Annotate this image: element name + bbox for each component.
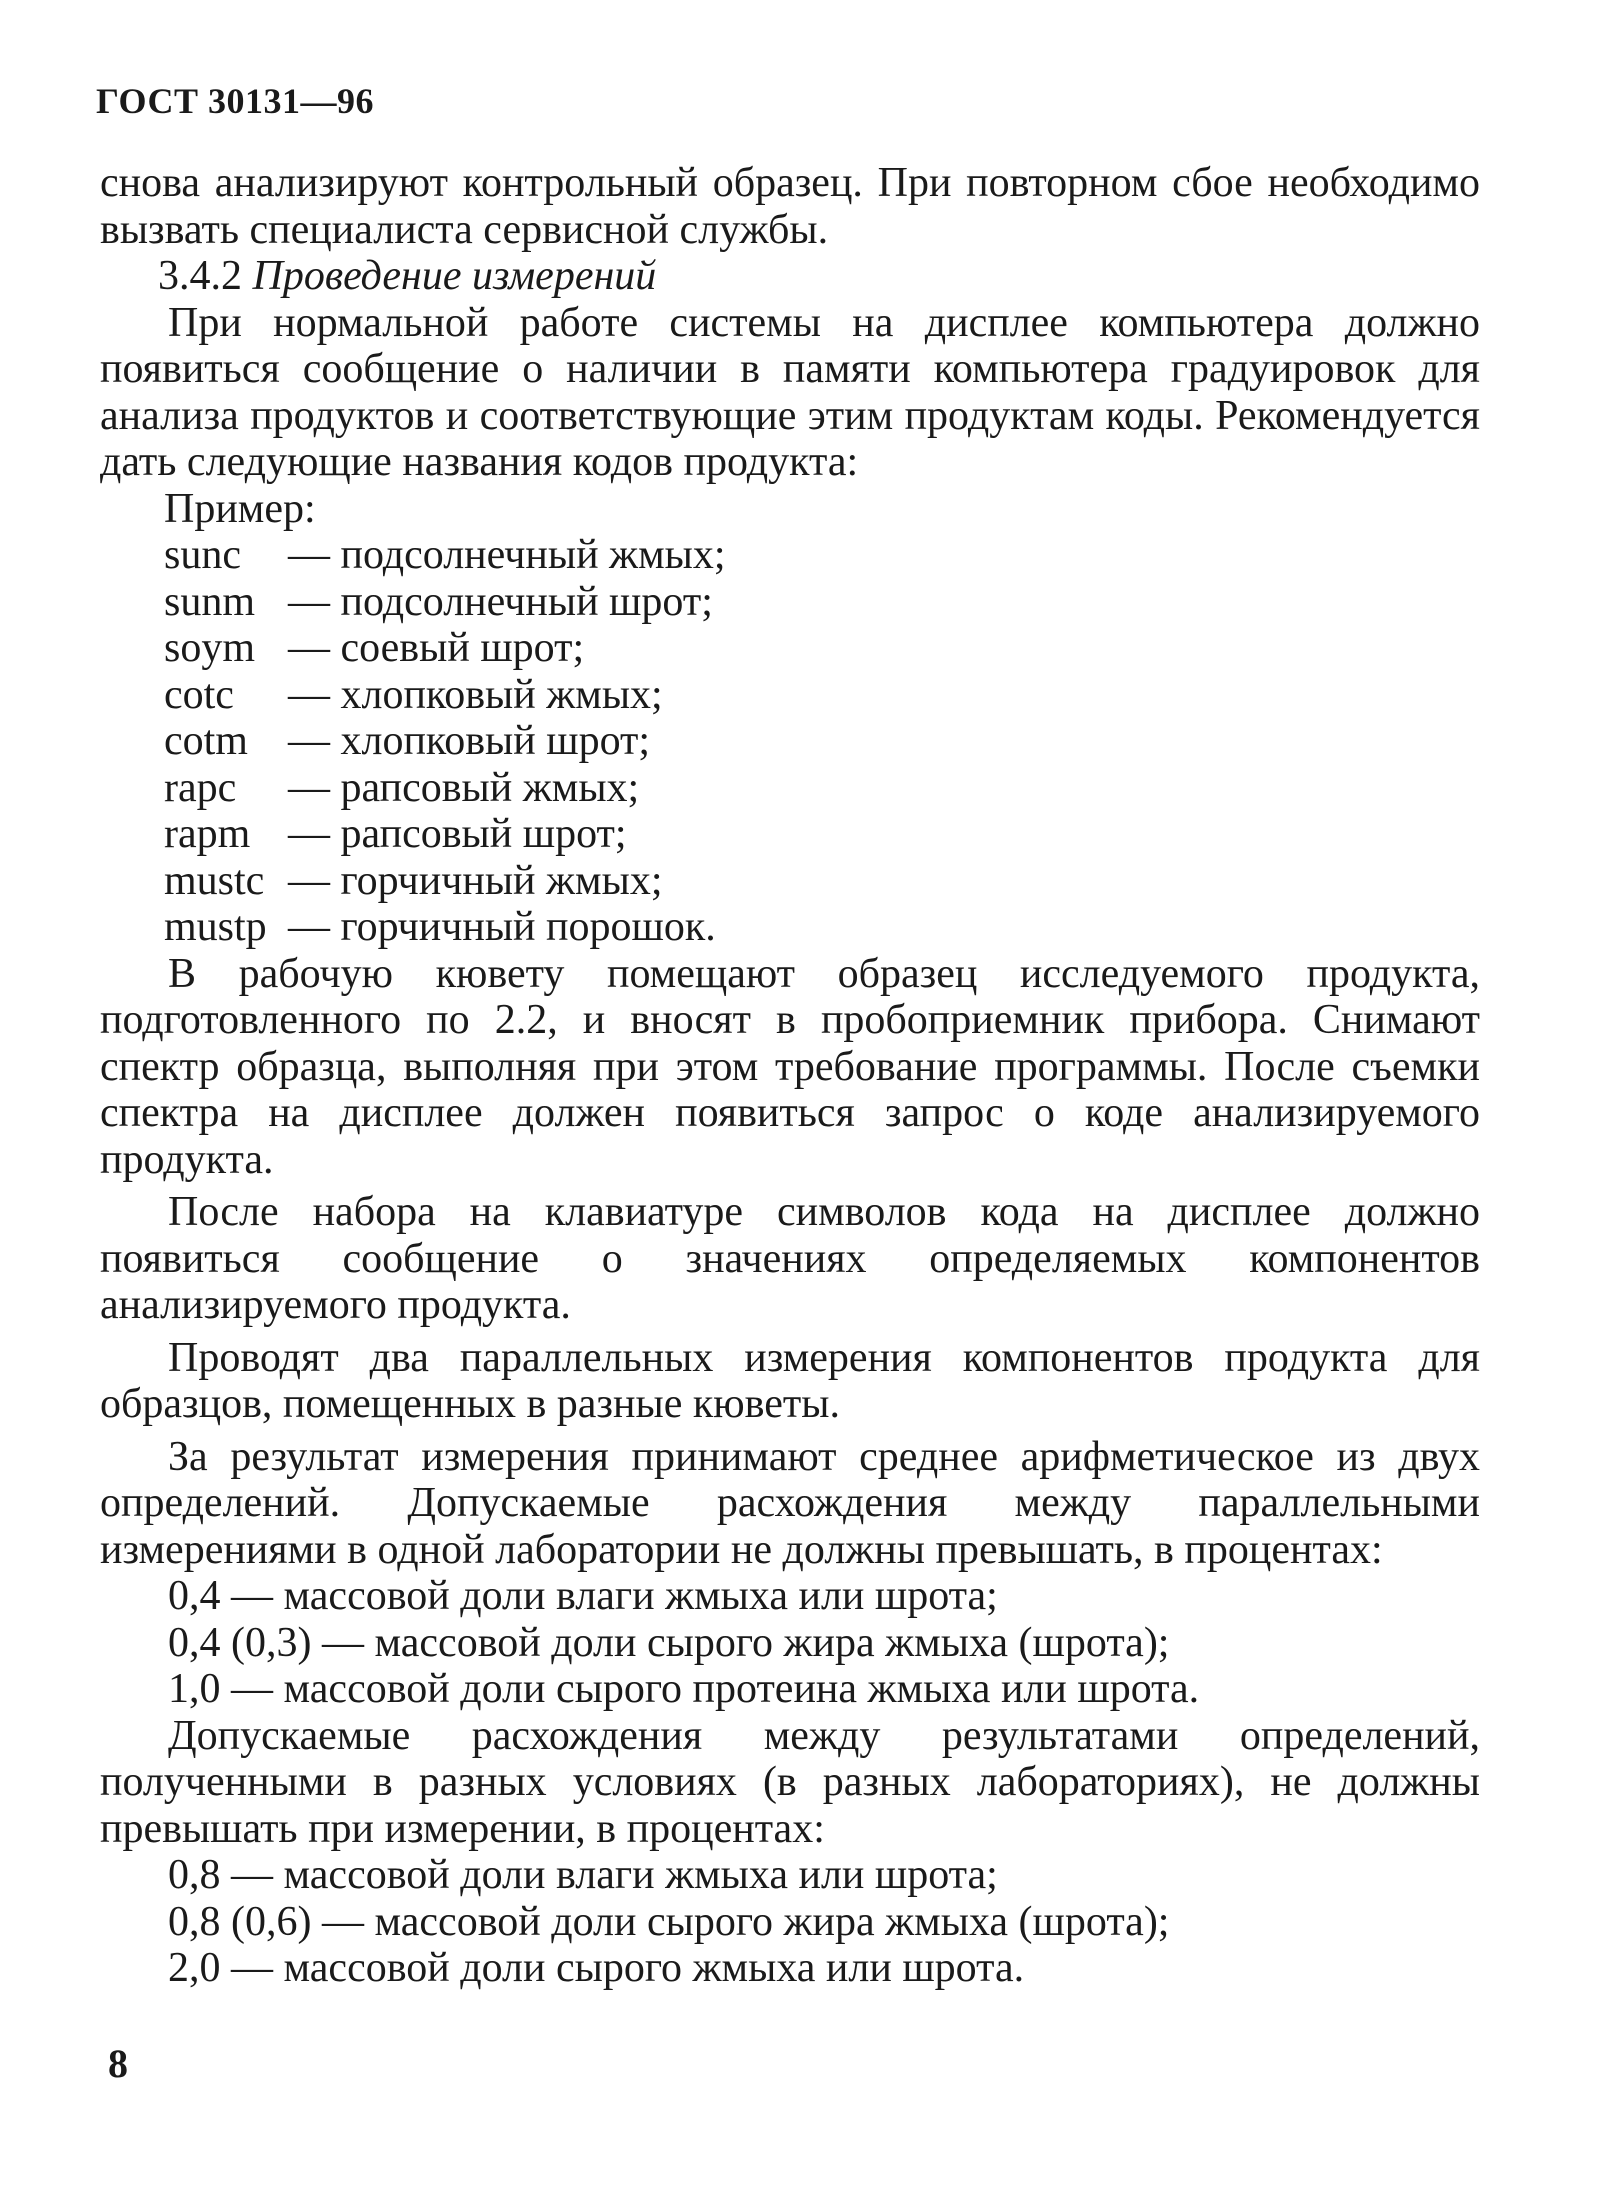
code-item [164, 811, 1480, 858]
code-description: — рапсовый шрот; [288, 811, 627, 857]
code-item [164, 858, 1480, 905]
tolerance-item: 0,4 (0,3) — массовой доли сырого жира жмыха (шрота); [168, 1619, 1170, 1666]
code-description: — хлопковый шрот; [288, 718, 651, 764]
page-body [100, 160, 1480, 1992]
code-name: cotm [164, 718, 248, 764]
code-name: cotc [164, 671, 234, 718]
tolerance-list-interlab [100, 1852, 1480, 1992]
paragraph-system-message: При нормальной работе системы на дисплее компьютера должно появиться сообщение о наличии в памяти компьютера градуировок для анализа продуктов и соответствующие этим продуктам коды. Рекомендуется дать следующие названия кодов продукта: [100, 299, 1480, 485]
code-description: — горчичный жмых; [288, 857, 663, 904]
paragraph-continuation: снова анализируют контрольный образец. При повторном сбое необходимо вызвать специалиста сервисной службы. [100, 160, 1480, 253]
product-code-list [100, 532, 1480, 951]
example-label: Пример: [164, 485, 316, 532]
paragraph-result: За результат измерения принимают среднее арифметическое из двух определений. Допускаемые расхождения между параллельными измерениями в одной лаборатории не должны превышать, в процентах: [100, 1433, 1480, 1573]
code-item [164, 532, 1480, 579]
code-item [164, 625, 1480, 672]
section-heading [100, 253, 1480, 300]
code-name: mustp [164, 904, 267, 950]
code-name: rapm [164, 811, 251, 857]
code-item [164, 718, 1480, 765]
tolerance-item: 1,0 — массовой доли сырого протеина жмыха или шрота. [168, 1666, 1200, 1712]
tolerance-item: 2,0 — массовой доли сырого жмыха или шрота. [168, 1945, 1025, 1991]
tolerance-item: 0,4 — массовой доли влаги жмыха или шрота; [168, 1573, 998, 1619]
paragraph-parallel-measurements: Проводят два параллельных измерения компонентов продукта для образцов, помещенных в разные кюветы. [100, 1334, 1480, 1427]
page-header: ГОСТ 30131—96 [96, 81, 374, 121]
code-name: rapc [164, 764, 237, 811]
code-description: — подсолнечный жмых; [288, 532, 726, 578]
code-name: sunm [164, 578, 256, 625]
code-description: — подсолнечный шрот; [288, 578, 713, 625]
code-description: — горчичный порошок. [288, 904, 716, 950]
code-description: — соевый шрот; [288, 625, 585, 671]
code-name: sunc [164, 532, 241, 578]
tolerance-item: 0,8 (0,6) — массовой доли сырого жира жмыха (шрота); [168, 1898, 1170, 1945]
section-title: Проведение измерений [252, 253, 657, 299]
tolerance-list-lab [100, 1573, 1480, 1713]
tolerance-item: 0,8 — массовой доли влаги жмыха или шрота; [168, 1852, 998, 1898]
page-number: 8 [108, 2041, 128, 2086]
paragraph-interlab: Допускаемые расхождения между результатами определений, полученными в разных условиях (в разных лабораториях), не должны превышать при измерении, в процентах: [100, 1712, 1480, 1852]
code-item [164, 579, 1480, 626]
paragraph-sample-loading: В рабочую кювету помещают образец исследуемого продукта, подготовленного по 2.2, и вносят в пробоприемник прибора. Снимают спектр образца, выполняя при этом требование программы. После съемки спектра на дисплее должен появиться запрос о коде анализируемого продукта. [100, 950, 1480, 1183]
code-item [164, 765, 1480, 812]
paragraph-code-entry: После набора на клавиатуре символов кода на дисплее должно появиться сообщение о значениях определяемых компонентов анализируемого продукта. [100, 1189, 1480, 1328]
code-item [164, 672, 1480, 719]
section-number: 3.4.2 [158, 253, 242, 299]
code-description: — рапсовый жмых; [288, 764, 640, 811]
code-description: — хлопковый жмых; [288, 671, 663, 718]
code-name: soym [164, 625, 256, 671]
code-item [164, 904, 1480, 951]
code-name: mustc [164, 857, 265, 904]
